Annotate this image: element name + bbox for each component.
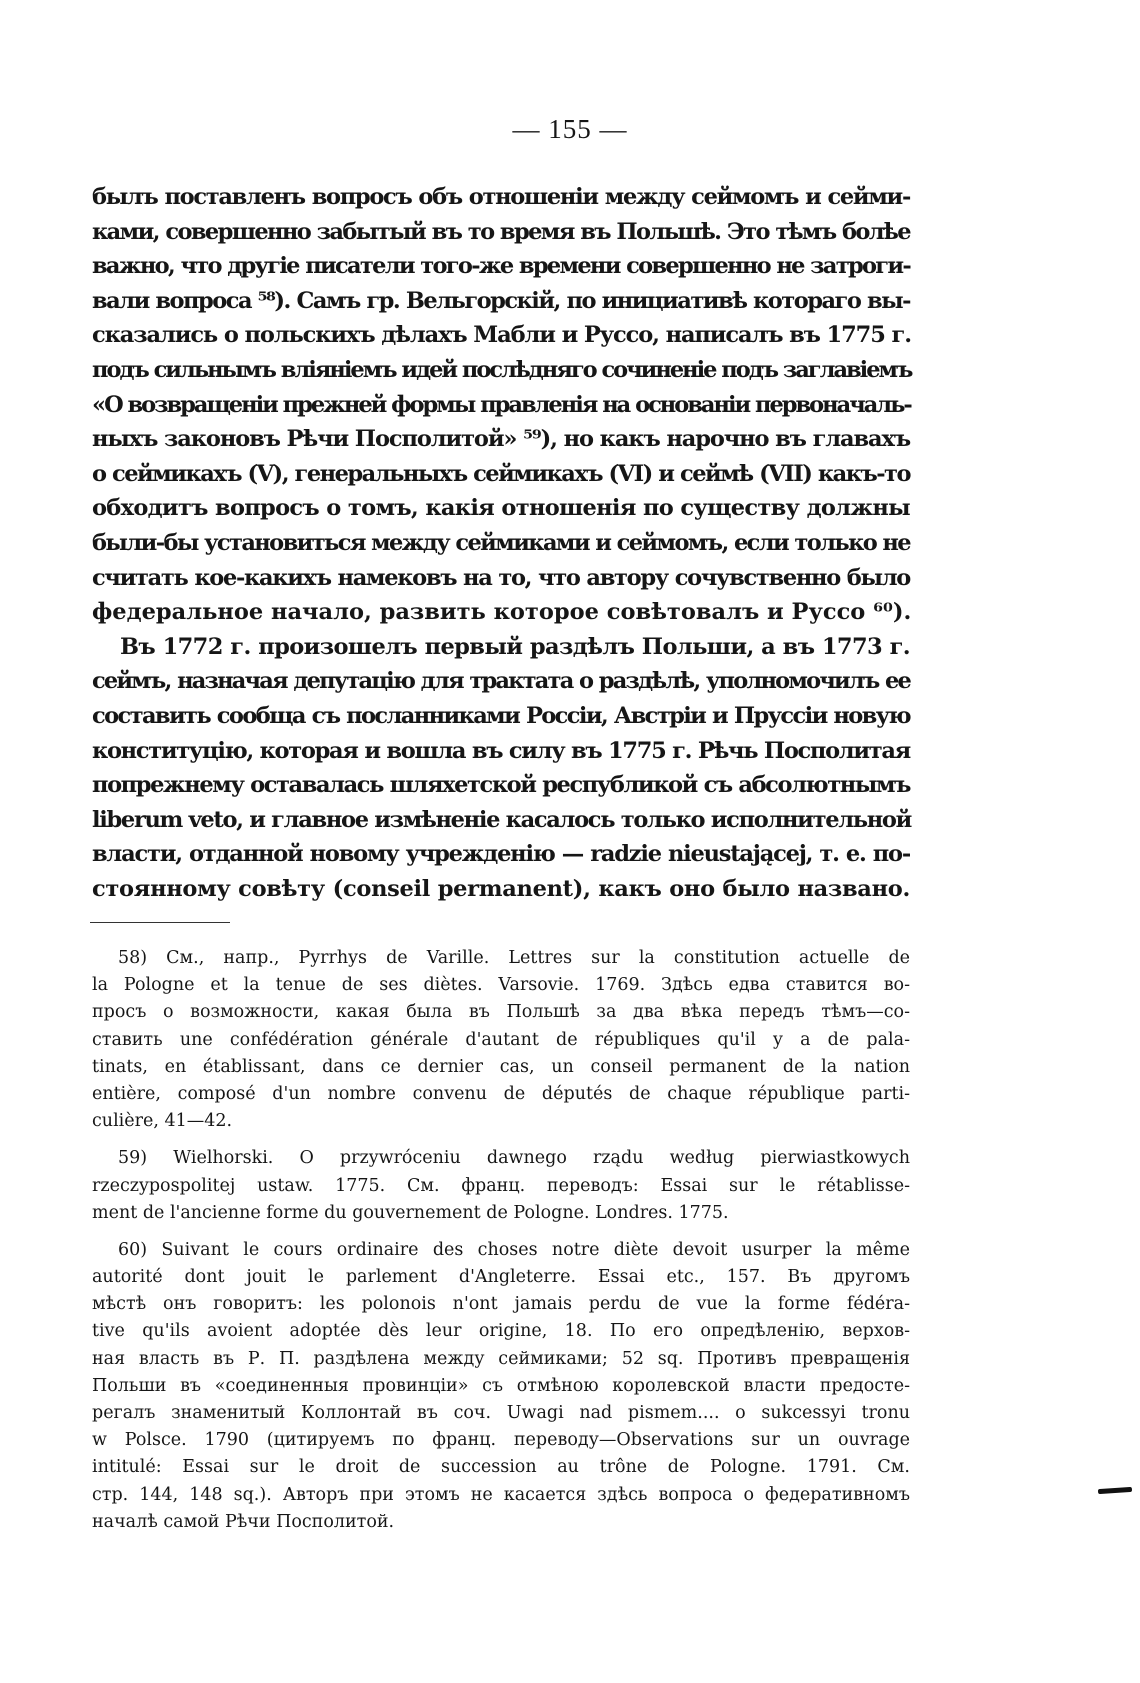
footnote-58-line: ставить une confédération générale d'autant de républiques qu'il y a de pala- [92,1029,910,1050]
text-line: конституцію, которая и вошла въ силу въ 1775 г. Рѣчь Посполитая [92,737,910,764]
footnote-58-line: tinats, en établissant, dans ce dernier cas, un conseil permanent de la nation [92,1056,910,1077]
footnote-60-line: tive qu'ils avoient adoptée dès leur origine, 18. По его опредѣленію, верхов- [92,1321,910,1342]
footnote-58-line: 58) См., напр., Pyrrhys de Varille. Lettres sur la constitution actuelle de [118,948,910,968]
main-text [92,180,910,906]
text-line: о сеймикахъ (V), генеральныхъ сеймикахъ (VI) и сеймѣ (VII) какъ-то [92,460,910,487]
footnote-separator [90,922,230,923]
text-line: сказались о польскихъ дѣлахъ Мабли и Руссо, написалъ въ 1775 г. [92,322,911,349]
text-line: власти, отданной новому учрежденію — radzie nieustającej, т. е. по- [92,841,910,868]
footnote-58-line: entière, composé d'un nombre convenu de députés de chaque république parti- [92,1083,910,1104]
text-line: были-бы установиться между сеймиками и сеймомъ, если только не [92,529,910,556]
text-line: ныхъ законовъ Рѣчи Посполитой» ⁵⁹), но какъ нарочно въ главахъ [92,426,910,453]
page-number: — 155 — [512,114,628,144]
text-line: считать кое-какихъ намековъ на то, что автору сочувственно было [92,564,910,591]
footnote-60-line: ная власть въ Р. П. раздѣлена между сеймиками; 52 sq. Противъ превращенія [92,1348,910,1369]
footnote-60-line: мѣстѣ онъ говоритъ: les polonois n'ont jamais perdu de vue la forme fédéra- [92,1294,910,1315]
text-line: сеймъ, назначая депутацію для трактата о раздѣлѣ, уполномочилъ ее [92,668,910,695]
footnote-60-line: началѣ самой Рѣчи Посполитой. [92,1511,395,1532]
margin-mark [1098,1487,1132,1494]
footnote-60-line: w Polsce. 1790 (цитируемъ по франц. переводу—Observations sur un ouvrage [92,1430,910,1451]
footnote-58-line: culière, 41—42. [92,1111,233,1132]
paragraph-start-line: Въ 1772 г. произошелъ первый раздѣлъ Польши, а въ 1773 г. [120,633,910,660]
footnote-60-line: autorité dont jouit le parlement d'Angleterre. Essai etc., 157. Въ другомъ [92,1267,910,1288]
text-line: стоянному совѣту (conseil permanent), какъ оно было названо. [92,875,910,902]
text-line: подъ сильнымъ вліяніемъ идей послѣдняго сочиненіе подъ заглавіемъ [92,356,912,383]
text-line: составить сообща съ посланниками Россіи, Австріи и Пруссіи новую [92,702,910,729]
footnote-59-line: 59) Wielhorski. O przywróceniu dawnego rządu według pierwiastkowych [118,1148,910,1169]
text-line: попрежнему оставалась шляхетской республикой съ абсолютнымъ [92,772,910,799]
footnote-60-line: Польши въ «соединенныя провинціи» съ отмѣною королевской власти предосте- [92,1375,910,1396]
text-line: важно, что другіе писатели того-же времени совершенно не затроги- [92,253,910,280]
text-line: былъ поставленъ вопросъ объ отношеніи между сеймомъ и сейми- [92,184,910,210]
text-line: федеральное начало, развить которое совѣтовалъ и Руссо ⁶⁰). [92,599,912,626]
footnote-60-line: intitulé: Essai sur le droit de succession au trône de Pologne. 1791. См. [92,1457,910,1478]
text-line: ками, совершенно забытый въ то время въ Польшѣ. Это тѣмъ болѣе [92,218,910,245]
footnote-59-line: ment de l'ancienne forme du gouvernement de Pologne. Londres. 1775. [92,1202,729,1223]
footnote-60-line: стр. 144, 148 sq.). Авторъ при этомъ не касается здѣсь вопроса о федеративномъ [92,1484,910,1505]
text-line: «О возвращеніи прежней формы правленія на основаніи первоначаль- [92,391,911,418]
footnote-59-line: rzeczypospolitej ustaw. 1775. См. франц. переводъ: Essai sur le rétablisse- [92,1175,910,1196]
text-line: liberum veto, и главное измѣненіе касалось только исполнительной [92,806,912,833]
footnotes [92,945,910,1536]
footnote-60-line: регалъ знаменитый Коллонтай въ соч. Uwagi nad pismem.... o sukcessyi tronu [92,1403,910,1423]
footnote-60-line: 60) Suivant le cours ordinaire des choses notre diète devoit usurper la même [118,1239,910,1260]
text-line: обходитъ вопросъ о томъ, какія отношенія по существу должны [92,495,910,522]
footnote-58-line: просъ о возможности, какая была въ Польшѣ за два вѣка передъ тѣмъ—со- [92,1002,910,1023]
text-line: вали вопроса ⁵⁸). Самъ гр. Вельгорскій, по инициативѣ котораго вы- [92,287,910,314]
footnote-58-line: la Pologne et la tenue de ses diètes. Varsovie. 1769. Здѣсь едва ставится во- [92,975,910,996]
